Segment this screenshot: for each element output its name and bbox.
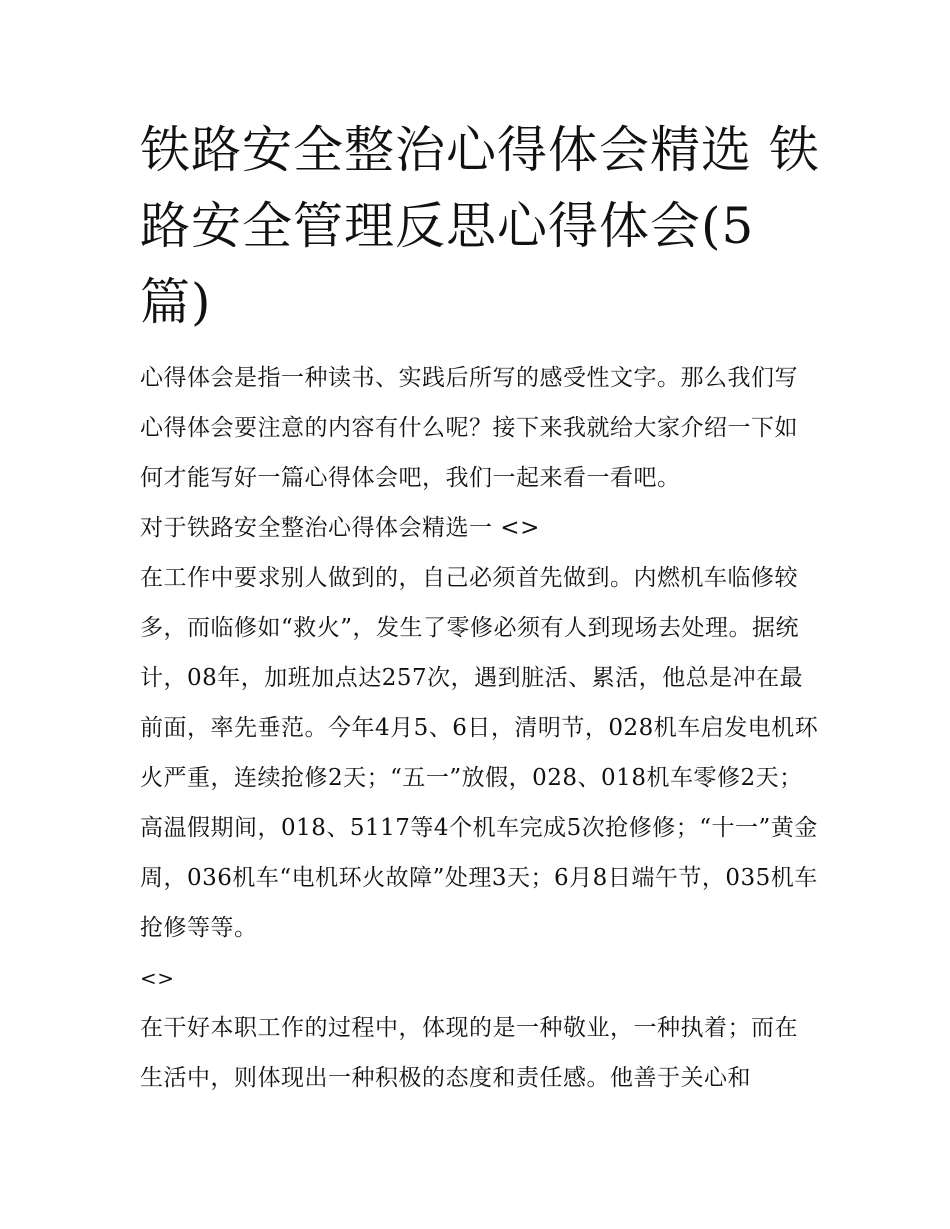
section-heading: 对于铁路安全整治心得体会精选一 <> bbox=[140, 515, 540, 541]
document-title: 铁路安全整治心得体会精选 铁路安全管理反思心得体会(5篇) bbox=[140, 121, 820, 331]
separator-marker: <> bbox=[140, 966, 175, 990]
body-paragraph: 在干好本职工作的过程中，体现的是一种敬业，一种执着；而在生活中，则体现出一种积极的态度和责任感。他善于关心和 bbox=[140, 1015, 798, 1091]
intro-paragraph: 心得体会是指一种读书、实践后所写的感受性文字。那么我们写心得体会要注意的内容有什么呢？接下来我就给大家介绍一下如何才能写好一篇心得体会吧，我们一起来看一看吧。 bbox=[140, 365, 798, 491]
body-paragraph: 在工作中要求别人做到的，自己必须首先做到。内燃机车临修较多，而临修如“救火”，发生了零修必须有人到现场去处理。据统计，08年，加班加点达257次，遇到脏活、累活，他总是冲在最前面，率先垂范。今年4月5、6日，清明节，028机车启发电机环火严重，连续抢修2天；“五一”放假，028、018机车零修2天；高温假期间，018、5117等4个机车完成5次抢修修；“十一”黄金周，036机车“电机环火故障”处理3天；6月8日端午节，035机车抢修等等。 bbox=[140, 565, 819, 941]
